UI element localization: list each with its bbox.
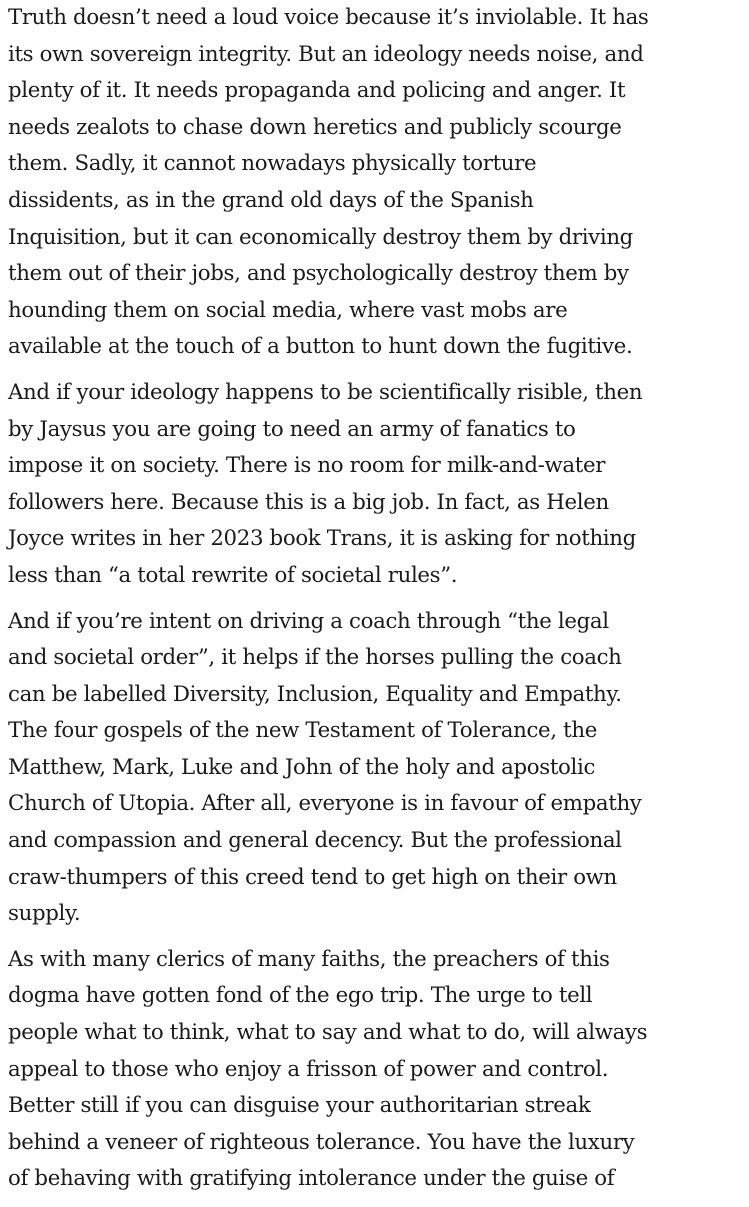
text-line: dissidents, as in the grand old days of the Spanish: [8, 187, 534, 213]
text-line: its own sovereign integrity. But an ideology needs noise, and: [8, 41, 644, 67]
text-line: appeal to those who enjoy a frisson of power and control.: [8, 1056, 609, 1082]
text-line: plenty of it. It needs propaganda and policing and anger. It: [8, 78, 626, 104]
text-line: available at the touch of a button to hunt down the fugitive.: [8, 334, 633, 360]
text-line: And if your ideology happens to be scientifically risible, then: [8, 379, 643, 405]
text-line: them. Sadly, it cannot nowadays physically torture: [8, 151, 537, 177]
text-line: Better still if you can disguise your authoritarian streak: [8, 1093, 591, 1119]
text-line: needs zealots to chase down heretics and publicly scourge: [8, 114, 622, 140]
paragraph-2: [8, 375, 743, 595]
text-line: The four gospels of the new Testament of Tolerance, the: [8, 718, 597, 744]
paragraph-4: [8, 942, 743, 1198]
text-line: of behaving with gratifying intolerance under the guise of: [8, 1166, 615, 1192]
text-line: and compassion and general decency. But the professional: [8, 828, 622, 854]
text-line: Matthew, Mark, Luke and John of the holy and apostolic: [8, 754, 596, 780]
text-line: Joyce writes in her 2023 book Trans, it is asking for nothing: [8, 526, 636, 552]
text-line: As with many clerics of many faiths, the preachers of this: [8, 946, 610, 972]
text-line: Church of Utopia. After all, everyone is in favour of empathy: [8, 791, 642, 817]
text-line: And if you’re intent on driving a coach through “the legal: [8, 608, 609, 634]
paragraph-1: [8, 0, 743, 366]
text-line: supply.: [8, 901, 81, 927]
text-line: people what to think, what to say and what to do, will always: [8, 1020, 648, 1046]
text-line: behind a veneer of righteous tolerance. You have the luxury: [8, 1129, 635, 1155]
text-line: dogma have gotten fond of the ego trip. The urge to tell: [8, 983, 593, 1009]
text-line: Truth doesn’t need a loud voice because it’s inviolable. It has: [8, 5, 649, 30]
text-line: hounding them on social media, where vast mobs are: [8, 297, 568, 323]
text-line: craw-thumpers of this creed tend to get high on their own: [8, 864, 617, 890]
text-line: impose it on society. There is no room for milk-and-water: [8, 453, 606, 479]
text-line: less than “a total rewrite of societal rules”.: [8, 562, 458, 588]
text-line: them out of their jobs, and psychologically destroy them by: [8, 261, 629, 287]
paragraph-3: [8, 604, 743, 933]
text-line: by Jaysus you are going to need an army of fanatics to: [8, 416, 576, 442]
text-line: and societal order”, it helps if the horses pulling the coach: [8, 645, 622, 671]
text-line: followers here. Because this is a big job. In fact, as Helen: [8, 489, 609, 515]
article-body: [8, 0, 743, 1207]
text-line: Inquisition, but it can economically destroy them by driving: [8, 224, 633, 250]
text-line: can be labelled Diversity, Inclusion, Equality and Empathy.: [8, 681, 622, 707]
